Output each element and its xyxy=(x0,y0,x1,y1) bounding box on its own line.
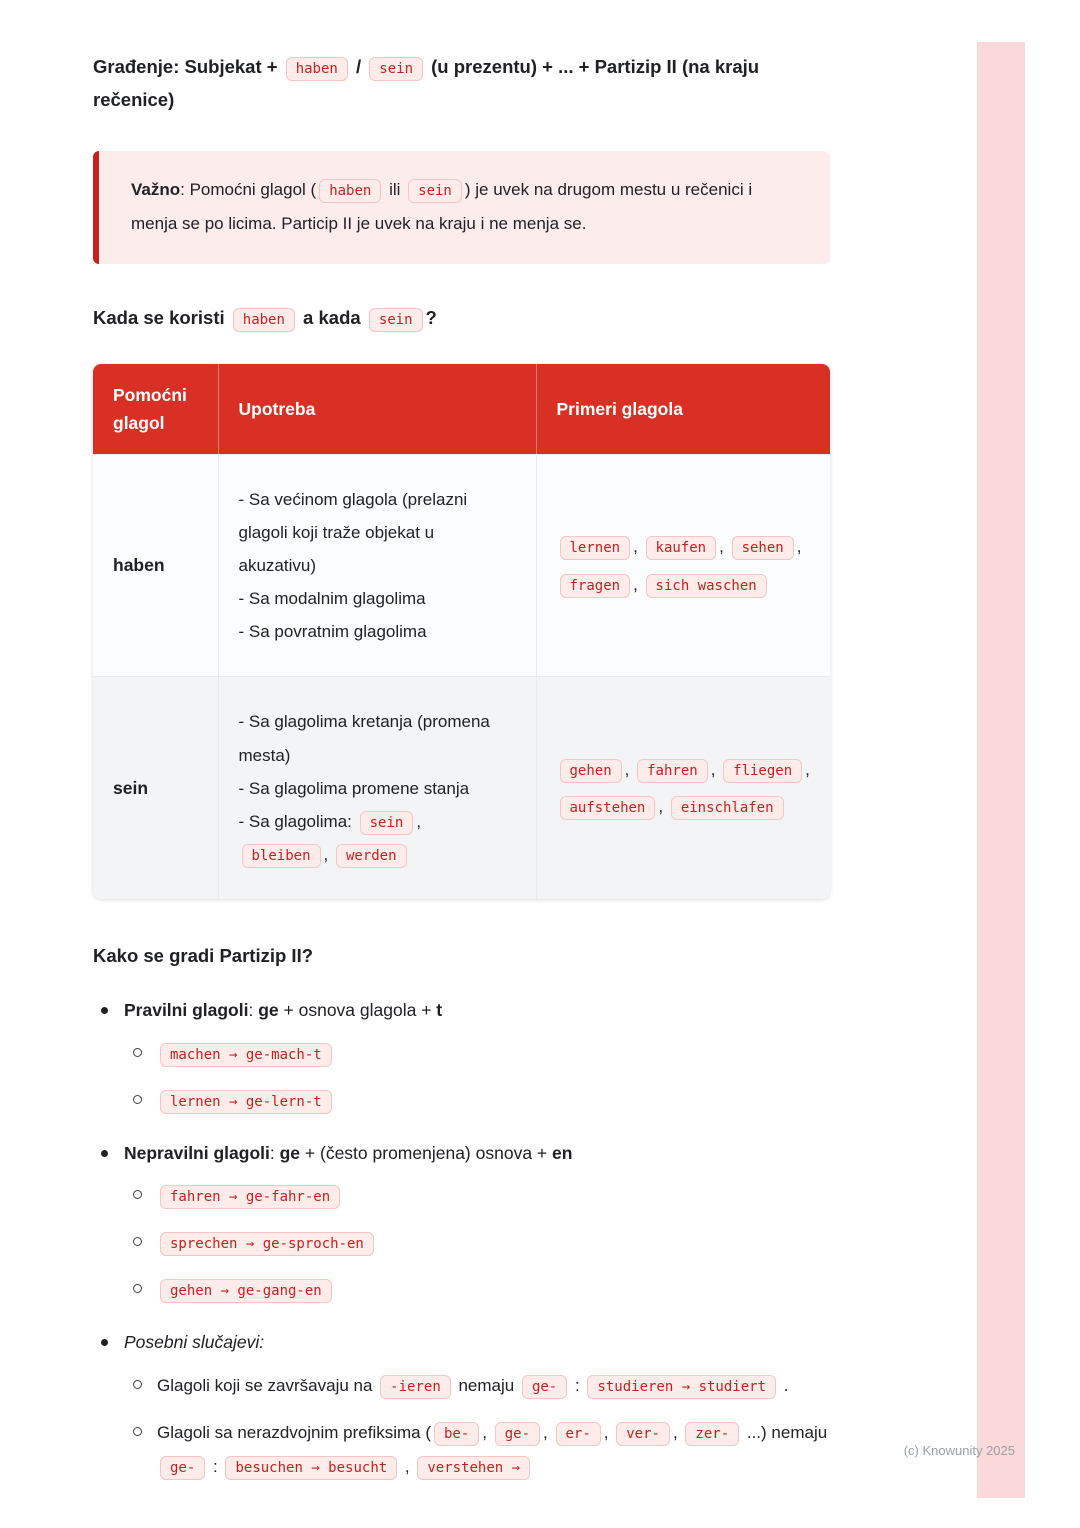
document-content xyxy=(93,50,830,1504)
footer-credit: (c) Knowunity 2025 xyxy=(903,1443,1015,1458)
regular-verbs-examples xyxy=(124,1037,830,1118)
example-item xyxy=(124,1416,830,1484)
code-badge: aufstehen xyxy=(560,796,656,820)
table-row-sein xyxy=(93,677,830,899)
example-text xyxy=(157,1091,335,1110)
example-text xyxy=(157,1280,335,1299)
code-badge: ge- xyxy=(495,1422,540,1446)
example-text xyxy=(157,1044,335,1063)
examples-cell-haben: lernen , kaufen , sehen , fragen , sich waschen xyxy=(536,454,830,677)
special-cases-examples xyxy=(124,1369,830,1484)
code-badge: ge- xyxy=(160,1456,205,1480)
list-item-regular-verbs xyxy=(93,995,830,1118)
usage-question-heading: Kada se koristi haben a kada sein ? xyxy=(93,302,830,333)
example-text xyxy=(157,1186,343,1205)
example-item xyxy=(124,1226,830,1260)
code-badge: lernen xyxy=(560,536,631,560)
code-badge: sein xyxy=(408,179,462,203)
verb-cell-sein: sein xyxy=(93,677,218,899)
usage-line: - Sa većinom glagola (prelazni glagoli koji traže objekat u akuzativu) xyxy=(238,489,468,575)
code-badge: sprechen → ge-sproch-en xyxy=(160,1232,374,1256)
code-badge: sein xyxy=(360,811,414,835)
code-badge: zer- xyxy=(685,1422,739,1446)
code-badge: gehen xyxy=(560,759,622,783)
example-text: Glagoli sa nerazdvojnim prefiksima ( be- , ge- , er- , ver- , zer- ...) nemaju ge- : besuchen → besucht , verstehen → xyxy=(157,1423,827,1476)
list-item-label: Nepravilni glagoli: ge + (često promenjena) osnova + en xyxy=(124,1142,573,1163)
code-badge: lernen → ge-lern-t xyxy=(160,1090,332,1114)
partizip-list xyxy=(93,995,830,1484)
example-text: Glagoli koji se završavaju na -ieren nemaju ge- : studieren → studiert . xyxy=(157,1376,788,1395)
code-badge: verstehen → xyxy=(417,1456,530,1480)
aux-verbs-table-wrap xyxy=(93,364,830,899)
code-badge: haben xyxy=(233,308,295,332)
table-row-haben xyxy=(93,454,830,677)
example-item xyxy=(124,1084,830,1118)
code-badge: sich waschen xyxy=(646,574,767,598)
partizip-heading: Kako se gradi Partizip II? xyxy=(93,945,314,967)
verb-cell-haben: haben xyxy=(93,454,218,677)
example-item xyxy=(124,1037,830,1071)
code-badge: ge- xyxy=(522,1375,567,1399)
code-badge: sein xyxy=(369,308,423,332)
usage-cell-haben xyxy=(218,454,536,677)
code-badge: fahren → ge-fahr-en xyxy=(160,1185,340,1209)
table-header-usage: Upotreba xyxy=(218,364,536,455)
important-callout: Važno: Pomoćni glagol ( haben ili sein ) je uvek na drugom mestu u rečenici i menja se po licima. Particip II je uvek na kraju i ne menja se. xyxy=(93,151,830,265)
example-text xyxy=(157,1233,377,1252)
code-badge: sehen xyxy=(732,536,794,560)
aux-verbs-table xyxy=(93,364,830,899)
code-badge: fliegen xyxy=(723,759,802,783)
list-item-irregular-verbs xyxy=(93,1138,830,1308)
usage-line: - Sa glagolima promene stanja xyxy=(238,778,470,798)
page-edge-strip xyxy=(977,42,1025,1498)
examples-cell-sein: gehen , fahren , fliegen , aufstehen , einschlafen xyxy=(536,677,830,899)
code-badge: studieren → studiert xyxy=(587,1375,776,1399)
code-badge: sein xyxy=(369,57,423,81)
code-badge: einschlafen xyxy=(671,796,784,820)
table-header-examples: Primeri glagola xyxy=(536,364,830,455)
usage-cell-sein xyxy=(218,677,536,899)
list-item-label: Pravilni glagoli: ge + osnova glagola + t xyxy=(124,1000,443,1021)
code-badge: kaufen xyxy=(646,536,717,560)
list-item-special-cases xyxy=(93,1327,830,1484)
code-badge: fahren xyxy=(637,759,708,783)
code-badge: ver- xyxy=(616,1422,670,1446)
example-item xyxy=(124,1369,830,1403)
code-badge: fragen xyxy=(560,574,631,598)
example-item xyxy=(124,1273,830,1307)
code-badge: haben xyxy=(286,57,348,81)
code-badge: machen → ge-mach-t xyxy=(160,1043,332,1067)
usage-line: - Sa povratnim glagolima xyxy=(238,622,427,642)
build-heading: Građenje: Subjekat + haben / sein (u prezentu) + ... + Partizip II (na kraju rečenice) xyxy=(93,56,760,111)
code-badge: haben xyxy=(319,179,381,203)
code-badge: be- xyxy=(434,1422,479,1446)
code-badge: bleiben xyxy=(242,844,321,868)
example-item xyxy=(124,1179,830,1213)
table-header-aux-verb: Pomoćni glagol xyxy=(93,364,218,455)
code-badge: er- xyxy=(556,1422,601,1446)
code-badge: besuchen → besucht xyxy=(225,1456,397,1480)
irregular-verbs-examples xyxy=(124,1179,830,1307)
usage-line: - Sa glagolima: sein , bleiben , werden xyxy=(239,805,516,871)
code-badge: werden xyxy=(336,844,407,868)
usage-line: - Sa modalnim glagolima xyxy=(238,589,426,609)
code-badge: -ieren xyxy=(380,1375,451,1399)
usage-line: - Sa glagolima kretanja (promena mesta) xyxy=(238,712,490,765)
list-item-label: Posebni slučajevi: xyxy=(124,1332,265,1353)
table-header xyxy=(93,364,830,455)
code-badge: gehen → ge-gang-en xyxy=(160,1279,332,1303)
